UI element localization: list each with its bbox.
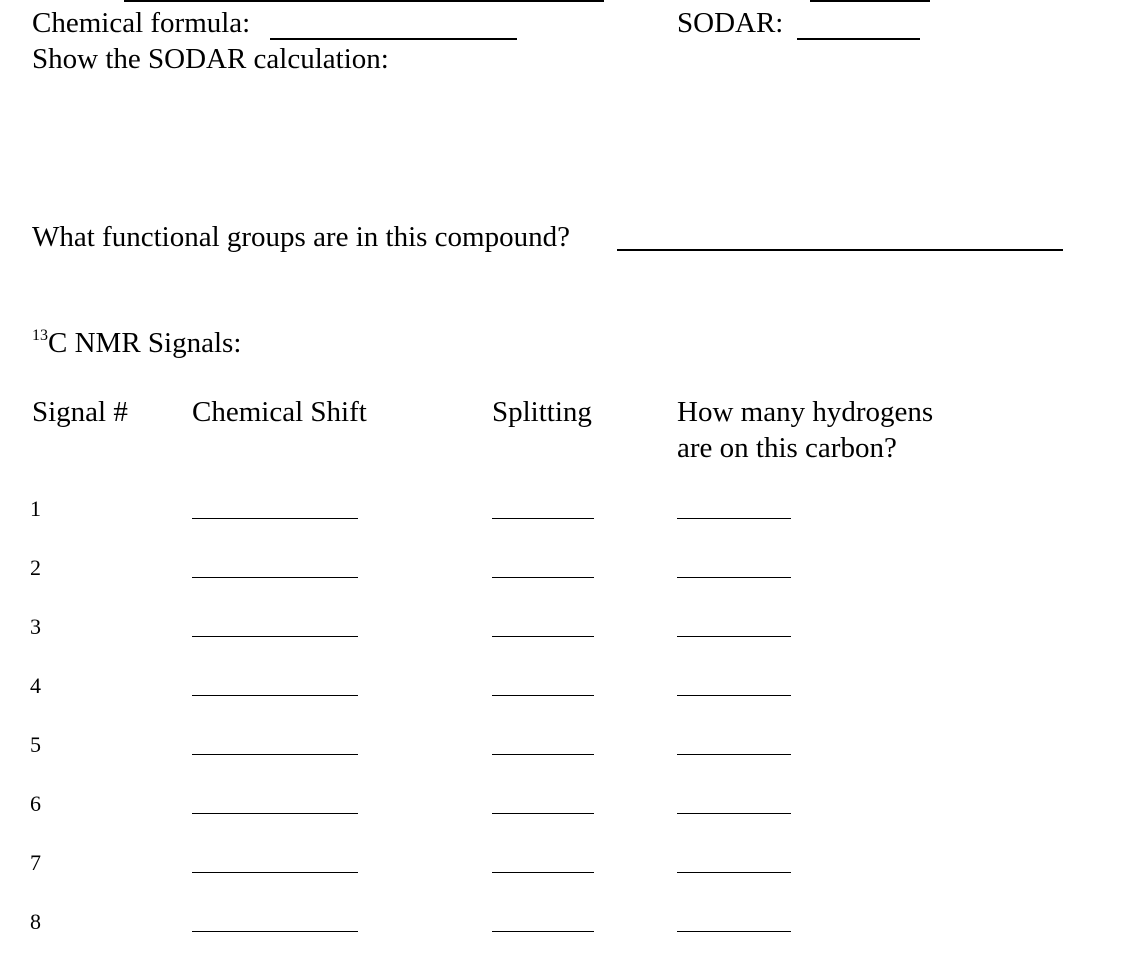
column-header-signal: Signal #: [32, 396, 128, 428]
chemical-shift-blank[interactable]: [192, 636, 358, 637]
signal-number: 2: [30, 555, 41, 580]
signal-number: 4: [30, 673, 41, 698]
nmr-title-superscript: 13: [32, 327, 48, 344]
signal-number: 1: [30, 496, 41, 521]
chemical-shift-blank[interactable]: [192, 695, 358, 696]
hydrogens-blank[interactable]: [677, 518, 791, 519]
sodar-blank[interactable]: [797, 38, 920, 40]
splitting-blank[interactable]: [492, 813, 594, 814]
hydrogens-blank[interactable]: [677, 754, 791, 755]
splitting-blank[interactable]: [492, 636, 594, 637]
splitting-blank[interactable]: [492, 872, 594, 873]
signal-number: 3: [30, 614, 41, 639]
chemical-formula-blank[interactable]: [270, 38, 517, 40]
signal-row: [0, 850, 1126, 890]
top-cutoff-line-right: [810, 0, 930, 2]
nmr-title-text: C NMR Signals:: [48, 327, 242, 359]
splitting-blank[interactable]: [492, 695, 594, 696]
column-header-hydrogens-line2: are on this carbon?: [677, 432, 897, 464]
signal-row: [0, 496, 1126, 536]
signal-row: [0, 673, 1126, 713]
signal-row: [0, 555, 1126, 595]
signal-row: [0, 909, 1126, 949]
hydrogens-blank[interactable]: [677, 695, 791, 696]
column-header-hydrogens-line1: How many hydrogens: [677, 396, 934, 428]
hydrogens-blank[interactable]: [677, 636, 791, 637]
chemical-shift-blank[interactable]: [192, 872, 358, 873]
signal-row: [0, 614, 1126, 654]
splitting-blank[interactable]: [492, 577, 594, 578]
chemical-shift-blank[interactable]: [192, 931, 358, 932]
signal-number: 6: [30, 791, 41, 816]
signal-number: 8: [30, 909, 41, 934]
nmr-section-title: [32, 326, 241, 365]
chemical-shift-blank[interactable]: [192, 577, 358, 578]
hydrogens-blank[interactable]: [677, 872, 791, 873]
hydrogens-blank[interactable]: [677, 577, 791, 578]
column-header-chemical-shift: Chemical Shift: [192, 396, 367, 428]
sodar-label: SODAR:: [677, 7, 784, 39]
signal-number: 7: [30, 850, 41, 875]
signal-row: [0, 791, 1126, 831]
hydrogens-blank[interactable]: [677, 931, 791, 932]
signal-number: 5: [30, 732, 41, 757]
signal-row: [0, 732, 1126, 772]
splitting-blank[interactable]: [492, 931, 594, 932]
splitting-blank[interactable]: [492, 754, 594, 755]
chemical-shift-blank[interactable]: [192, 518, 358, 519]
hydrogens-blank[interactable]: [677, 813, 791, 814]
sodar-calculation-label: Show the SODAR calculation:: [32, 43, 389, 75]
column-header-splitting: Splitting: [492, 396, 592, 428]
top-cutoff-line-left: [124, 0, 604, 2]
functional-groups-question: What functional groups are in this compound?: [32, 221, 570, 253]
functional-groups-blank[interactable]: [617, 249, 1063, 251]
chemical-formula-label: Chemical formula:: [32, 7, 251, 39]
splitting-blank[interactable]: [492, 518, 594, 519]
chemical-shift-blank[interactable]: [192, 754, 358, 755]
chemical-shift-blank[interactable]: [192, 813, 358, 814]
